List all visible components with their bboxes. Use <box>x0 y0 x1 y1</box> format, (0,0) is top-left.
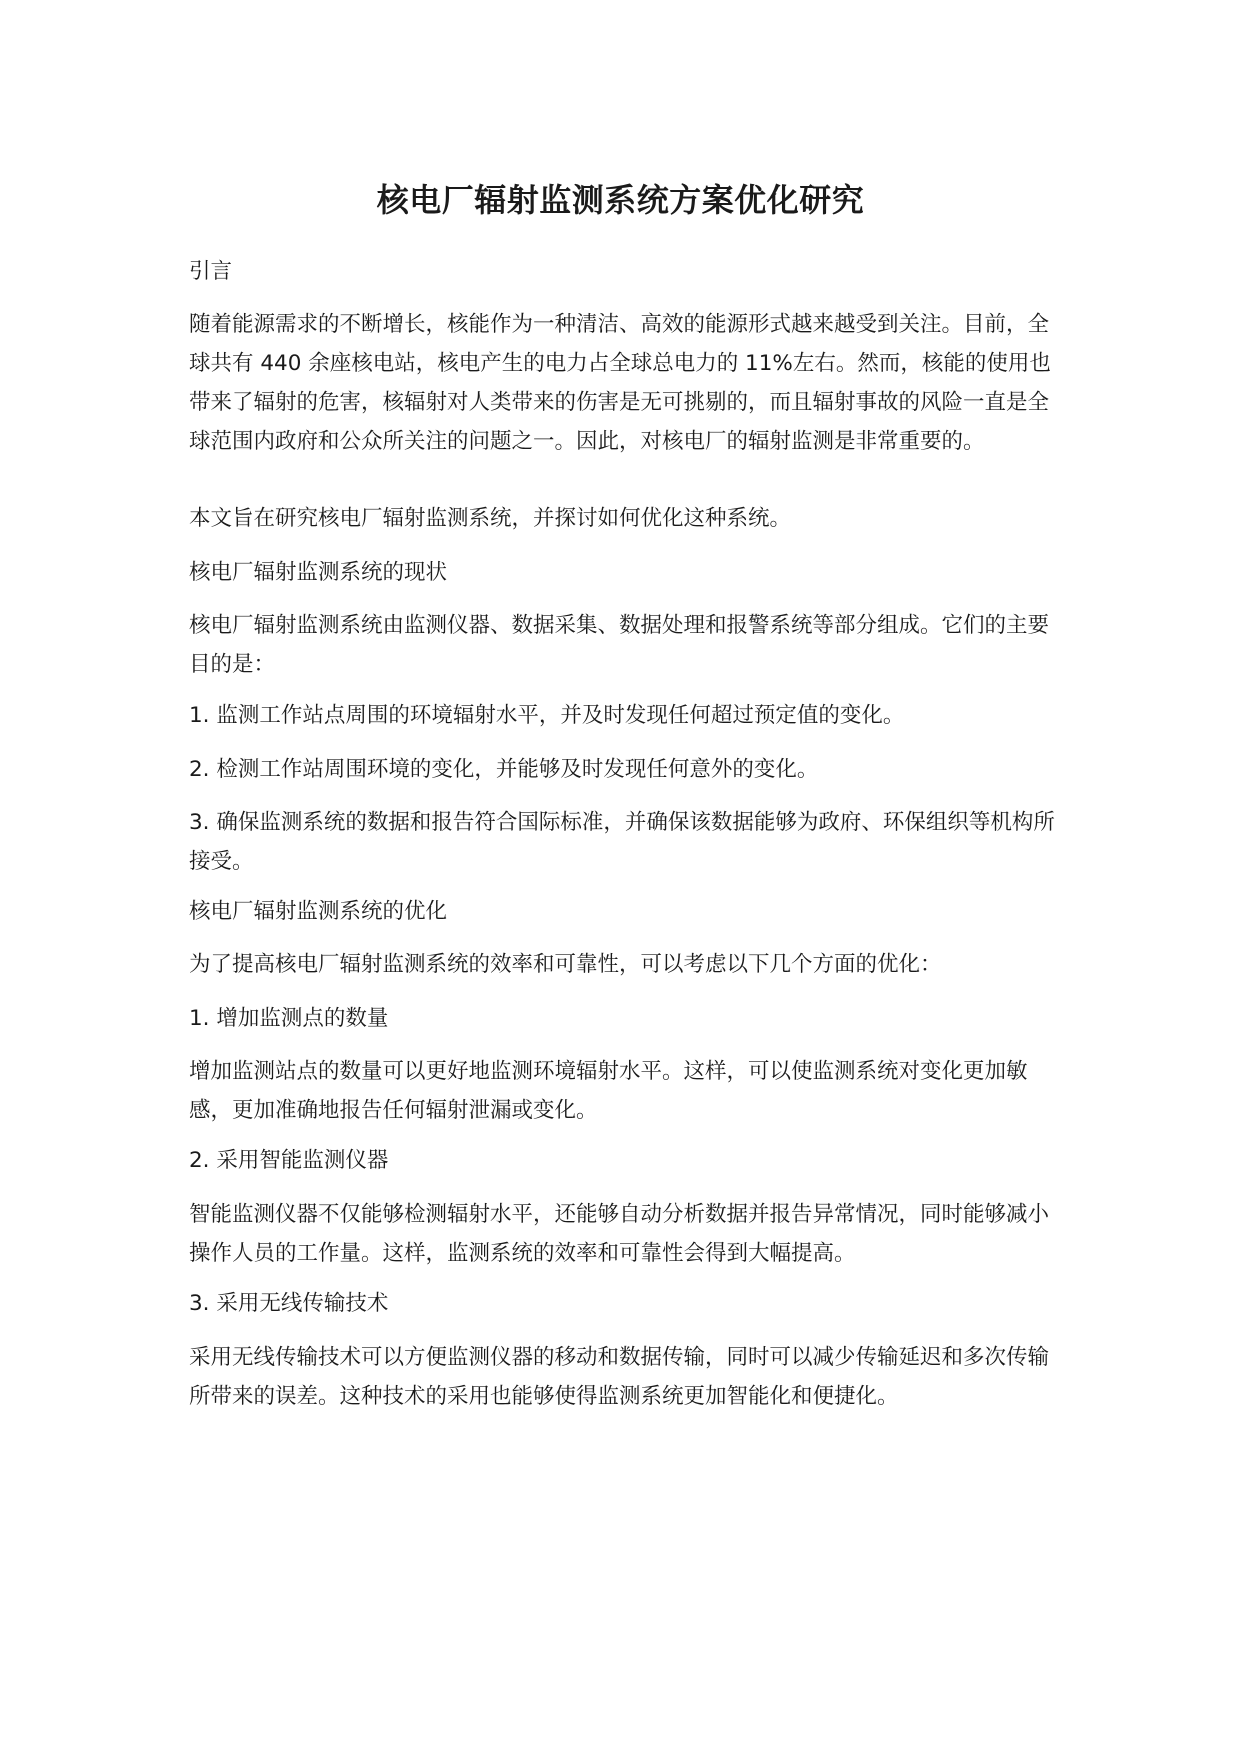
section-heading-current-status: 核电厂辐射监测系统的现状 <box>189 560 448 585</box>
subheading-wireless: 3. 采用无线传输技术 <box>189 1291 389 1316</box>
paragraph-purpose: 本文旨在研究核电厂辐射监测系统，并探讨如何优化这种系统。 <box>189 506 792 531</box>
list-item-purpose-1: 1. 监测工作站点周围的环境辐射水平，并及时发现任何超过预定值的变化。 <box>189 703 905 728</box>
section-heading-introduction: 引言 <box>189 259 233 284</box>
paragraph-increase-points: 增加监测站点的数量可以更好地监测环境辐射水平。这样，可以使监测系统对变化更加敏感，更加准确地报告任何辐射泄漏或变化。 <box>189 1059 1028 1123</box>
paragraph-optimization-intro: 为了提高核电厂辐射监测系统的效率和可靠性，可以考虑以下几个方面的优化： <box>189 952 942 977</box>
section-heading-optimization: 核电厂辐射监测系统的优化 <box>189 899 448 924</box>
subheading-increase-points: 1. 增加监测点的数量 <box>189 1006 389 1031</box>
page-title: 核电厂辐射监测系统方案优化研究 <box>376 181 865 219</box>
paragraph-introduction: 随着能源需求的不断增长，核能作为一种清洁、高效的能源形式越来越受到关注。目前，全球共有 440 余座核电站，核电产生的电力占全球总电力的 11%左右。然而，核能的使用也带来了辐射的危害，核辐射对人类带来的伤害是无可挑剔的，而且辐射事故的风险一直是全球范围内政府和公众所关注的问题之一。因此，对核电厂的辐射监测是非常重要的。 <box>189 312 1051 454</box>
list-item-purpose-2: 2. 检测工作站周围环境的变化，并能够及时发现任何意外的变化。 <box>189 757 819 782</box>
list-item-purpose-3: 3. 确保监测系统的数据和报告符合国际标准，并确保该数据能够为政府、环保组织等机构所接受。 <box>189 810 1055 874</box>
paragraph-smart-instruments: 智能监测仪器不仅能够检测辐射水平，还能够自动分析数据并报告异常情况，同时能够减小操作人员的工作量。这样，监测系统的效率和可靠性会得到大幅提高。 <box>189 1202 1050 1266</box>
paragraph-system-composition: 核电厂辐射监测系统由监测仪器、数据采集、数据处理和报警系统等部分组成。它们的主要目的是： <box>189 613 1050 677</box>
paragraph-wireless: 采用无线传输技术可以方便监测仪器的移动和数据传输，同时可以减少传输延迟和多次传输所带来的误差。这种技术的采用也能够使得监测系统更加智能化和便捷化。 <box>189 1345 1050 1409</box>
subheading-smart-instruments: 2. 采用智能监测仪器 <box>189 1148 389 1173</box>
